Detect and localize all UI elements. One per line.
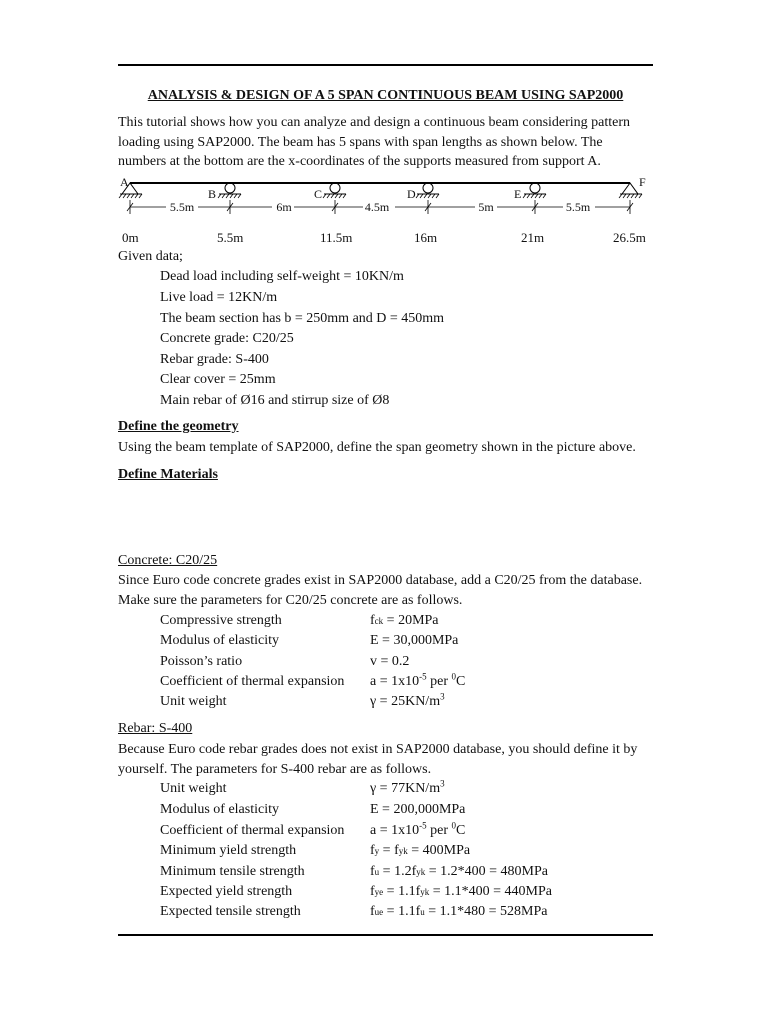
concrete-prop-value: E = 30,000MPa — [370, 633, 459, 648]
concrete-prop-name: Compressive strength — [160, 613, 282, 628]
coord-a: 0m — [122, 230, 139, 245]
concrete-prop-value: v = 0.2 — [370, 654, 410, 669]
coord-f: 26.5m — [613, 230, 646, 245]
span-length-de: 5m — [478, 200, 494, 214]
top-rule — [118, 64, 653, 66]
rebar-prop-value: fy = fyk = 400MPa — [370, 843, 471, 858]
support-label-a: A — [120, 175, 129, 189]
concrete-prop-value: $a = 1x10^{-5}$ per $^0$C — [370, 671, 466, 689]
span-length-ab: 5.5m — [169, 200, 195, 214]
beam-diagram — [118, 172, 653, 232]
support-label-d: D — [407, 187, 416, 201]
bottom-rule — [118, 934, 653, 936]
document-title: ANALYSIS & DESIGN OF A 5 SPAN CONTINUOUS BEAM USING SAP2000 — [147, 88, 624, 103]
given-data-label: Given data; — [118, 249, 183, 264]
concrete-paragraph: Since Euro code concrete grades exist in SAP2000 database, add a C20/25 from the database. Make sure the parameters for C20/25 concrete are as follows. — [118, 573, 643, 608]
given-item: Main rebar of Ø16 and stirrup size of Ø8 — [160, 393, 390, 408]
span-length-ef: 5.5m — [565, 200, 591, 214]
support-f-pin — [622, 183, 638, 194]
rebar-prop-value: E = 200,000MPa — [370, 802, 466, 817]
given-item: Rebar grade: S-400 — [160, 352, 269, 367]
concrete-prop-name: Unit weight — [160, 694, 227, 709]
given-item: Concrete grade: C20/25 — [160, 331, 294, 346]
materials-heading: Define Materials — [118, 467, 218, 482]
rebar-prop-name: Coefficient of thermal expansion — [160, 823, 345, 838]
support-label-e: E — [514, 187, 522, 201]
concrete-prop-value: $\gamma = 25KN/m^3$ — [370, 691, 445, 709]
rebar-paragraph: Because Euro code rebar grades does not exist in SAP2000 database, you should define it by yourself. The parameters for S-400 rebar are as follows. — [118, 742, 638, 777]
concrete-prop-name: Modulus of elasticity — [160, 633, 279, 648]
rebar-prop-name: Modulus of elasticity — [160, 802, 279, 817]
concrete-prop-name: Coefficient of thermal expansion — [160, 674, 345, 689]
rebar-prop-name: Minimum tensile strength — [160, 864, 305, 879]
rebar-prop-name: Unit weight — [160, 781, 227, 796]
given-item: The beam section has b = 250mm and D = 450mm — [160, 311, 445, 326]
rebar-prop-name: Expected tensile strength — [160, 904, 301, 919]
coord-b: 5.5m — [217, 230, 244, 245]
coord-d: 16m — [414, 230, 438, 245]
support-b-roller — [218, 183, 241, 198]
geometry-heading: Define the geometry — [118, 419, 239, 434]
rebar-prop-name: Minimum yield strength — [160, 843, 297, 858]
rebar-prop-name: Expected yield strength — [160, 884, 293, 899]
span-length-bc: 6m — [276, 200, 292, 214]
given-item: Live load = 12KN/m — [160, 290, 278, 305]
rebar-heading: Rebar: S-400 — [118, 721, 193, 736]
concrete-prop-name: Poisson’s ratio — [160, 654, 243, 669]
rebar-prop-value: $a = 1x10^{-5}$ per $^0$C — [370, 820, 466, 838]
support-e-roller — [523, 183, 546, 198]
support-label-b: B — [208, 187, 217, 201]
intro-paragraph: This tutorial shows how you can analyze and design a continuous beam considering pattern loading using SAP2000. The beam has 5 spans with span lengths as shown below. The numbers at the bottom are the x-coordinates of the supports measured from support A. — [118, 115, 631, 170]
concrete-prop-value: fck = 20MPa — [370, 613, 439, 628]
given-item: Dead load including self-weight = 10KN/m — [160, 269, 404, 284]
support-label-c: C — [314, 187, 323, 201]
rebar-prop-value: fu = 1.2fyk = 1.2*400 = 480MPa — [370, 864, 548, 879]
span-length-cd: 4.5m — [364, 200, 390, 214]
support-c-roller — [323, 183, 346, 198]
rebar-prop-value: fue = 1.1fu = 1.1*480 = 528MPa — [370, 904, 548, 919]
support-d-roller — [416, 183, 439, 198]
coord-c: 11.5m — [320, 230, 353, 245]
rebar-prop-value: $\gamma = 77KN/m^3$ — [370, 778, 445, 796]
support-label-f: F — [639, 175, 646, 189]
coord-e: 21m — [521, 230, 545, 245]
concrete-heading: Concrete: C20/25 — [118, 553, 218, 568]
geometry-text: Using the beam template of SAP2000, define the span geometry shown in the picture above. — [118, 440, 636, 455]
given-item: Clear cover = 25mm — [160, 372, 276, 387]
rebar-prop-value: fye = 1.1fyk = 1.1*400 = 440MPa — [370, 884, 552, 899]
